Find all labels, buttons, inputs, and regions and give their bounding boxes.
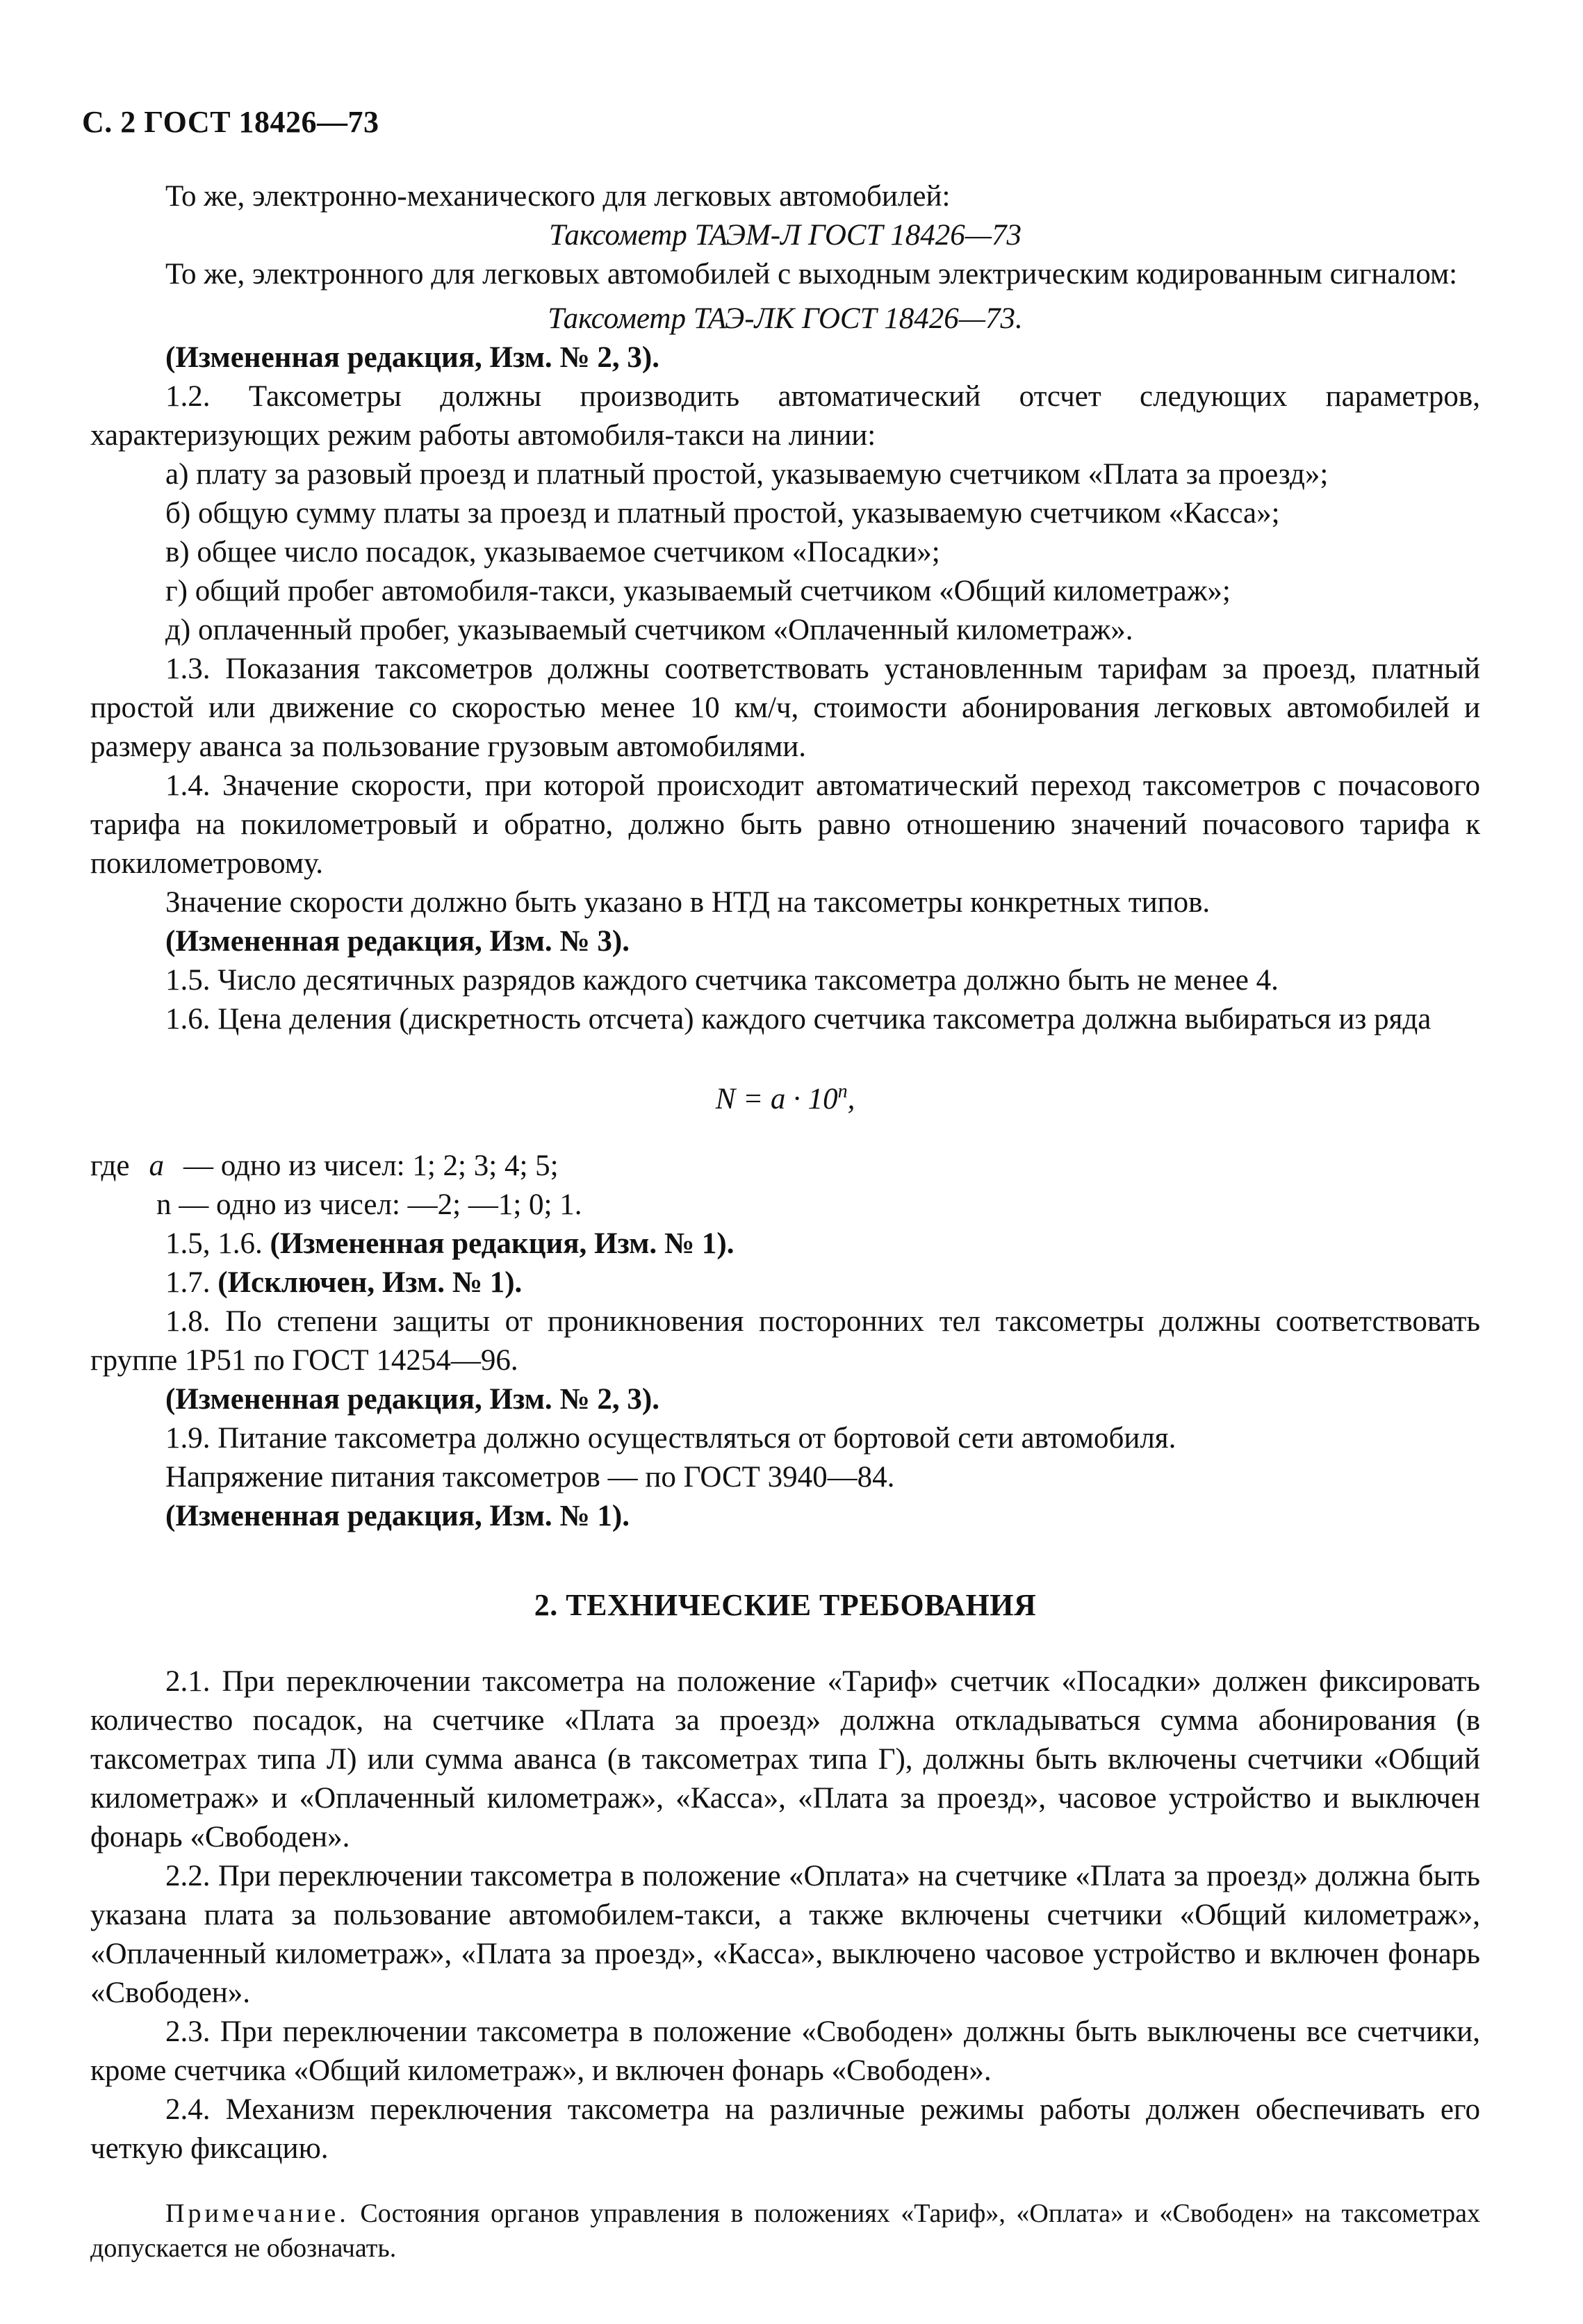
list-item: б) общую сумму платы за проезд и платный простой, указываемую счетчиком «Касса»; <box>165 497 1280 530</box>
document-body <box>90 177 1480 2292</box>
formula-exponent: n <box>837 1081 848 1102</box>
clause-number: 1.7. <box>165 1266 211 1299</box>
note <box>90 2196 1480 2266</box>
clause-1-5: 1.5. Число десятичных разрядов каждого счетчика таксометра должно быть не менее 4. <box>165 964 1279 997</box>
amendment-note: (Измененная редакция, Изм. № 1). <box>165 1500 630 1532</box>
note-label: Примечание. <box>165 2199 350 2228</box>
note-text: Состояния органов управления в положениях «Тариф», «Оплата» и «Свободен» на таксометрах допускается не обозначать. <box>90 2199 1481 2263</box>
formula <box>90 1072 1480 1119</box>
clause-2-4: 2.4. Механизм переключения таксометра на различные режимы работы должен обеспечивать его четкую фиксацию. <box>90 2093 1480 2165</box>
paragraph: То же, электронно-механического для легковых автомобилей: <box>165 180 951 213</box>
paragraph: Значение скорости должно быть указано в НТД на таксометры конкретных типов. <box>165 886 1211 919</box>
section-title: 2. ТЕХНИЧЕСКИЕ ТРЕБОВАНИЯ <box>534 1588 1037 1622</box>
clause-1-3: 1.3. Показания таксометров должны соответствовать установленным тарифам за проезд, платный простой или движение со скоростью менее 10 км/ч, стоимости абонирования легковых автомобилей и размеру аванса за пользование грузовым автомобилями. <box>90 653 1480 763</box>
clause-number: 1.5, 1.6. <box>165 1227 263 1260</box>
amendment-text: (Исключен, Изм. № 1). <box>218 1266 523 1299</box>
amendment-note: (Измененная редакция, Изм. № 3). <box>165 925 630 958</box>
clause-1-6: 1.6. Цена деления (дискретность отсчета) каждого счетчика таксометра должна выбираться из ряда <box>165 1003 1432 1036</box>
list-item: г) общий пробег автомобиля-такси, указываемый счетчиком «Общий километраж»; <box>165 575 1231 607</box>
list-item: в) общее число посадок, указываемое счетчиком «Посадки»; <box>165 536 940 568</box>
variable-a-text: — одно из чисел: 1; 2; 3; 4; 5; <box>183 1149 559 1182</box>
variable-n-text: — одно из чисел: —2; —1; 0; 1. <box>179 1188 582 1221</box>
paragraph: Напряжение питания таксометров — по ГОСТ 3940—84. <box>165 1461 895 1494</box>
clause-2-3: 2.3. При переключении таксометра в положение «Свободен» должны быть выключены все счетчики, кроме счетчика «Общий километраж», и включен фонарь «Свободен». <box>90 2015 1480 2087</box>
clause-1-2: 1.2. Таксометры должны производить автоматический отсчет следующих параметров, характеризующих режим работы автомобиля-такси на линии: <box>90 380 1480 452</box>
designation-example: Таксометр ТАЭМ-Л ГОСТ 18426—73 <box>548 219 1022 252</box>
clause-1-9: 1.9. Питание таксометра должно осуществляться от бортовой сети автомобиля. <box>165 1422 1176 1455</box>
formula-where-n <box>90 1186 1480 1225</box>
where-word: где <box>90 1149 130 1182</box>
variable-a: a <box>149 1149 164 1182</box>
amendment-note <box>90 1263 1480 1302</box>
clause-1-4: 1.4. Значение скорости, при которой происходит автоматический переход таксометров с почасового тарифа на покилометровый и обратно, должно быть равно отношению значений почасового тарифа к покилометровому. <box>90 769 1480 880</box>
amendment-note: (Измененная редакция, Изм. № 2, 3). <box>165 1383 659 1416</box>
page-header: С. 2 ГОСТ 18426—73 <box>82 105 379 139</box>
amendment-text: (Измененная редакция, Изм. № 1). <box>270 1227 735 1260</box>
amendment-note <box>90 1225 1480 1263</box>
paragraph: То же, электронного для легковых автомобилей с выходным электрическим кодированным сигналом: <box>165 258 1458 290</box>
formula-main: N = a · 10 <box>715 1083 838 1115</box>
clause-2-1: 2.1. При переключении таксометра на положение «Тариф» счетчик «Посадки» должен фиксировать количество посадок, на счетчике «Плата за проезд» должна откладываться сумма абонирования (в таксометрах типа Л) или сумма аванса (в таксометрах типа Г), должны быть включены счетчики «Общий километраж» и «Оплаченный километраж», «Касса», «Плата за проезд», часовое устройство и выключен фонарь «Свободен». <box>90 1665 1480 1854</box>
amendment-note: (Измененная редакция, Изм. № 2, 3). <box>165 341 659 374</box>
list-item: а) плату за разовый проезд и платный простой, указываемую счетчиком «Плата за проезд»; <box>165 458 1329 491</box>
designation-example: Таксометр ТАЭ-ЛК ГОСТ 18426—73. <box>548 302 1023 335</box>
clause-2-2: 2.2. При переключении таксометра в положение «Оплата» на счетчике «Плата за проезд» должна быть указана плата за пользование автомобилем-такси, а также включены счетчики «Общий километраж», «Оплаченный километраж», «Плата за проезд», «Касса», выключено часовое устройство и включен фонарь «Свободен». <box>90 1860 1480 2009</box>
clause-1-8: 1.8. По степени защиты от проникновения посторонних тел таксометры должны соответствовать группе 1Р51 по ГОСТ 14254—96. <box>90 1305 1480 1377</box>
formula-tail: , <box>847 1083 855 1115</box>
list-item: д) оплаченный пробег, указываемый счетчиком «Оплаченный километраж». <box>165 614 1133 646</box>
variable-n: n <box>156 1188 172 1221</box>
formula-where-a <box>90 1147 1480 1186</box>
